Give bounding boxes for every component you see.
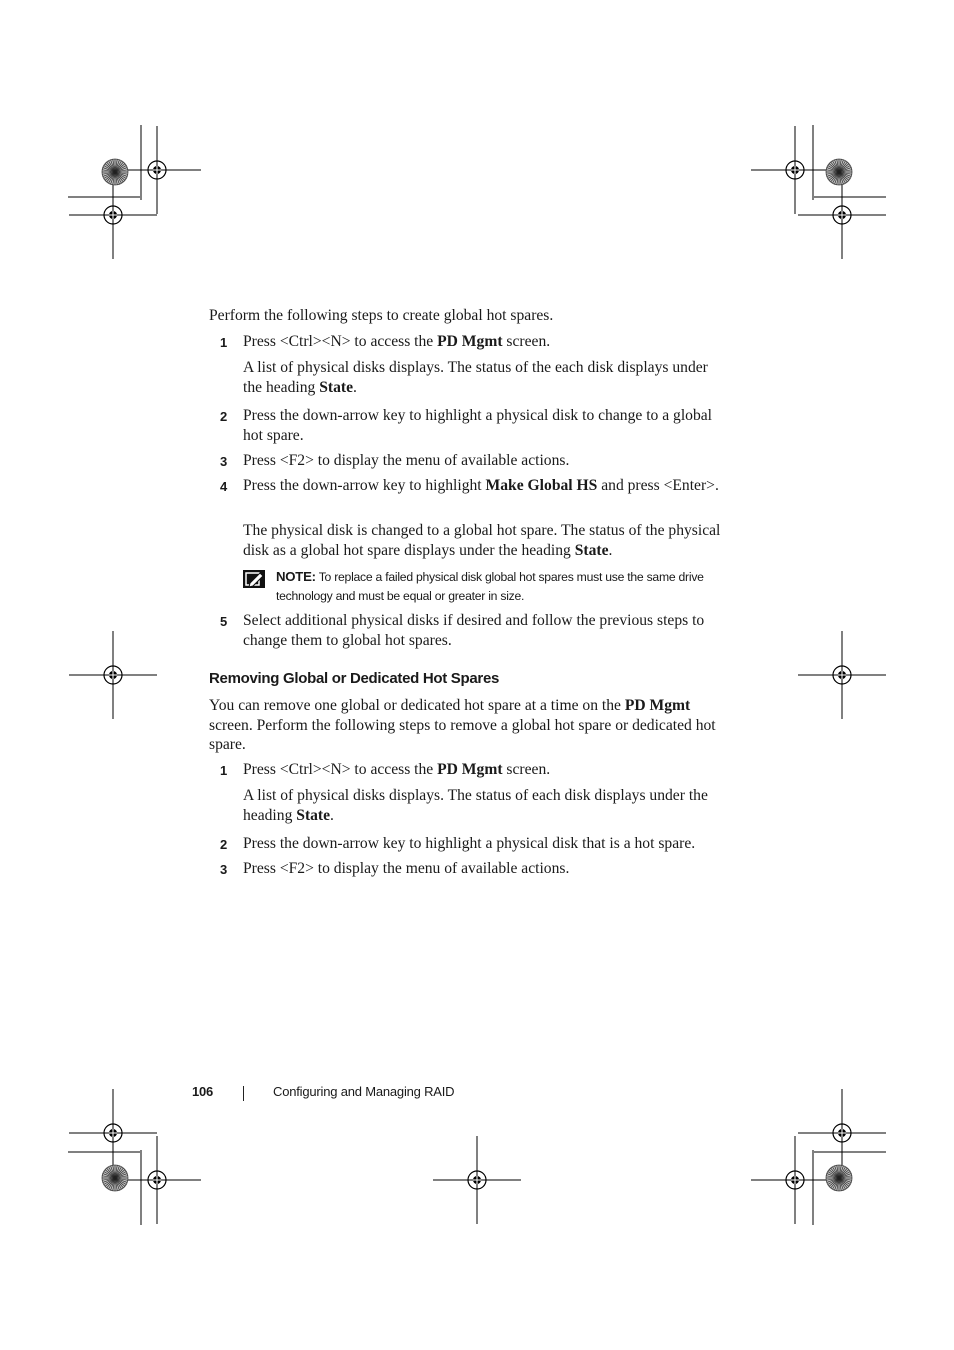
starburst-mark [102,159,128,185]
create-step-1-detail: A list of physical disks displays. The status of the each disk displays under the heading State. [243,359,708,396]
remove-step-1-detail: A list of physical disks displays. The status of each disk displays under the heading State. [243,787,708,824]
footer-divider [243,1086,244,1101]
step-number: 3 [220,454,227,469]
intro-paragraph: Perform the following steps to create global hot spares. [209,307,554,324]
section-heading: Removing Global or Dedicated Hot Spares [209,670,500,687]
step-number: 1 [220,335,227,350]
remove-intro-paragraph: You can remove one global or dedicated hot spare at a time on the PD Mgmt screen. Perform the following steps to remove a global hot spare or dedicated hot spare. [209,697,716,753]
step-number: 4 [220,479,227,494]
create-step-4-detail: The physical disk is changed to a global hot spare. The status of the physical disk as a global hot spare displays under the heading State. [243,522,721,559]
starburst-mark [102,1165,128,1191]
note-label: NOTE: [276,569,316,584]
pencil-note-icon [243,570,265,588]
note-text: To replace a failed physical disk global hot spares must use the same drive technology and must be equal or greater in size. [276,570,704,603]
step-number: 2 [220,409,227,424]
page-number: 106 [192,1084,214,1099]
chapter-title: Configuring and Managing RAID [273,1084,455,1099]
starburst-mark [826,159,852,185]
step-number: 1 [220,763,227,778]
step-number: 2 [220,837,227,852]
step-number: 5 [220,614,227,629]
step-number: 3 [220,862,227,877]
starburst-mark [826,1165,852,1191]
